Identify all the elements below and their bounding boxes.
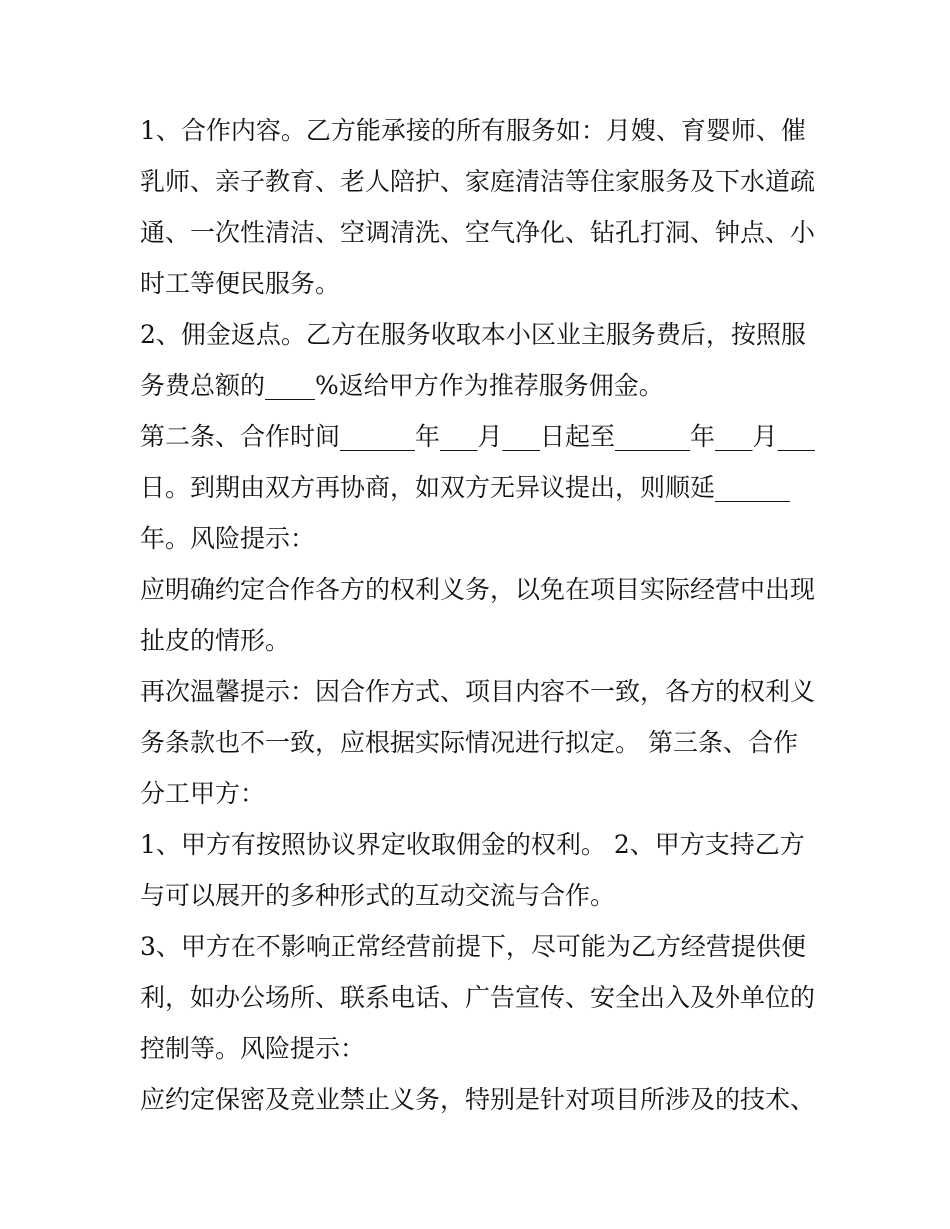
text-line: 再次温馨提示：因合作方式、项目内容不一致，各方的权利义 (140, 677, 816, 706)
text-line: 控制等。风险提示： (140, 1034, 366, 1063)
text-line: 应明确约定合作各方的权利义务，以免在项目实际经营中出现 (140, 575, 816, 604)
text-line: 务条款也不一致，应根据实际情况进行拟定。 第三条、合作 (140, 728, 798, 757)
text-line: 应约定保密及竞业禁止义务，特别是针对项目所涉及的技术、 (140, 1085, 816, 1114)
text-line: 利，如办公场所、联系电话、广告宣传、安全出入及外单位的 (140, 983, 816, 1012)
text-line: 分工甲方： (140, 779, 266, 808)
text-line: 扯皮的情形。 (140, 626, 291, 655)
text-line: 1、合作内容。乙方能承接的所有服务如：月嫂、育婴师、催 (140, 116, 806, 145)
document-body (140, 105, 820, 1125)
text-line: 乳师、亲子教育、老人陪护、家庭清洁等住家服务及下水道疏 (140, 167, 816, 196)
text-line: 3、甲方在不影响正常经营前提下，尽可能为乙方经营提供便 (140, 932, 806, 961)
text-line: 时工等便民服务。 (140, 269, 341, 298)
text-line: 日。到期由双方再协商，如双方无异议提出，则顺延______ (140, 473, 791, 502)
text-line: 第二条、合作时间______年___月___日起至______年___月___ (140, 422, 816, 451)
text-line: 务费总额的____%返给甲方作为推荐服务佣金。 (140, 371, 664, 400)
text-line: 年。风险提示： (140, 524, 316, 553)
text-line: 与可以展开的多种形式的互动交流与合作。 (140, 881, 616, 910)
text-line: 1、甲方有按照协议界定收取佣金的权利。 2、甲方支持乙方 (140, 830, 805, 859)
text-line: 通、一次性清洁、空调清洗、空气净化、钻孔打洞、钟点、小 (140, 218, 816, 247)
text-line: 2、佣金返点。乙方在服务收取本小区业主服务费后，按照服 (140, 320, 806, 349)
